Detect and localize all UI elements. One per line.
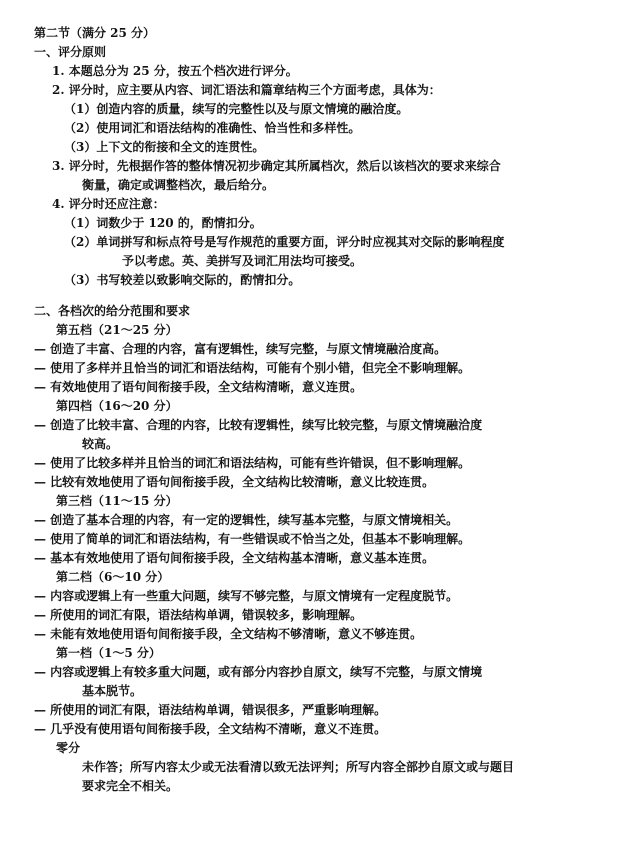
rule-item-2-sub-2: （2）使用词汇和语法结构的准确性、恰当性和多样性。 <box>64 121 361 135</box>
rule-item-4-sub-1: （1）词数少于 120 的，酌情扣分。 <box>64 216 262 230</box>
rule-item-1-num: 1. <box>52 64 65 78</box>
grade-5-bullet-3: — 有效地使用了语句间衔接手段，全文结构清晰，意义连贯。 <box>34 380 363 394</box>
rule-item-3-text: 评分时，先根据作答的整体情况初步确定其所属档次，然后以该档次的要求来综合 <box>68 159 501 173</box>
rule-item-2-sub-1: （1）创造内容的质量，续写的完整性以及与原文情境的融洽度。 <box>64 102 409 116</box>
rule-item-3 <box>52 157 617 176</box>
rule-item-2-sub-3: （3）上下文的衔接和全文的连贯性。 <box>64 140 265 154</box>
grade-1-bullet-3: — 几乎没有使用语句间衔接手段，全文结构不清晰，意义不连贯。 <box>34 722 387 736</box>
grade-2-bullet-3: — 未能有效地使用语句间衔接手段，全文结构不够清晰，意义不够连贯。 <box>34 627 423 641</box>
zero-text-cont: 要求完全不相关。 <box>82 779 179 793</box>
rule-item-4 <box>52 195 617 214</box>
grade-3-bullet-1: — 创造了基本合理的内容，有一定的逻辑性，续写基本完整，与原文情境相关。 <box>34 513 459 527</box>
grade-4-bullet-1: — 创造了比较丰富、合理的内容，比较有逻辑性，续写比较完整，与原文情境融洽度 <box>34 418 483 432</box>
grade-4-bullet-2: — 使用了比较多样并且恰当的词汇和语法结构，可能有些许错误，但不影响理解。 <box>34 456 471 470</box>
grade-1-bullet-2: — 所使用的词汇有限，语法结构单调，错误很多，严重影响理解。 <box>34 703 387 717</box>
rule-item-4-num: 4. <box>52 197 65 211</box>
rule-item-4-sub-3: （3）书写较差以致影响交际的，酌情扣分。 <box>64 273 301 287</box>
part1-heading: 一、评分原则 <box>34 45 107 59</box>
rule-item-2 <box>52 81 617 100</box>
zero-text: 未作答；所写内容太少或无法看清以致无法评判；所写内容全部抄自原文或与题目 <box>82 760 515 774</box>
grade-5-title: 第五档（21～25 分） <box>56 323 178 337</box>
grade-1-bullet-1-cont: 基本脱节。 <box>82 684 143 698</box>
section-gap <box>34 290 617 302</box>
grade-4-bullet-1-cont: 较高。 <box>82 437 119 451</box>
rule-item-2-num: 2. <box>52 83 65 97</box>
grade-1-bullet-1: — 内容或逻辑上有较多重大问题，或有部分内容抄自原文，续写不完整，与原文情境 <box>34 665 483 679</box>
zero-title: 零分 <box>56 741 81 755</box>
grade-1-title: 第一档（1～5 分） <box>56 646 161 660</box>
section-title: 第二节（满分 25 分） <box>34 26 156 40</box>
grade-4-title: 第四档（16～20 分） <box>56 399 178 413</box>
part2-heading: 二、各档次的给分范围和要求 <box>34 304 191 318</box>
rule-item-3-cont: 衡量，确定或调整档次，最后给分。 <box>82 178 275 192</box>
rule-item-4-sub-2-cont: 予以考虑。英、美拼写及词汇用法均可接受。 <box>122 254 363 268</box>
rule-item-1 <box>52 62 617 81</box>
grade-3-title: 第三档（11～15 分） <box>56 494 178 508</box>
grade-3-bullet-3: — 基本有效地使用了语句间衔接手段，全文结构基本清晰，意义基本连贯。 <box>34 551 435 565</box>
rule-item-2-text: 评分时，应主要从内容、词汇语法和篇章结构三个方面考虑，具体为： <box>68 83 441 97</box>
grade-2-title: 第二档（6～10 分） <box>56 570 170 584</box>
grade-2-bullet-2: — 所使用的词汇有限，语法结构单调，错误较多，影响理解。 <box>34 608 363 622</box>
grade-4-bullet-3: — 比较有效地使用了语句间衔接手段，全文结构比较清晰，意义比较连贯。 <box>34 475 435 489</box>
grade-2-bullet-1: — 内容或逻辑上有一些重大问题，续写不够完整，与原文情境有一定程度脱节。 <box>34 589 459 603</box>
rule-item-4-text: 评分时还应注意： <box>68 197 165 211</box>
rule-item-3-num: 3. <box>52 159 65 173</box>
grade-5-bullet-1: — 创造了丰富、合理的内容，富有逻辑性，续写完整，与原文情境融洽度高。 <box>34 342 447 356</box>
grade-5-bullet-2: — 使用了多样并且恰当的词汇和语法结构，可能有个别小错，但完全不影响理解。 <box>34 361 471 375</box>
grade-3-bullet-2: — 使用了简单的词汇和语法结构，有一些错误或不恰当之处，但基本不影响理解。 <box>34 532 471 546</box>
rule-item-1-text: 本题总分为 25 分，按五个档次进行评分。 <box>68 64 298 78</box>
rule-item-4-sub-2: （2）单词拼写和标点符号是写作规范的重要方面，评分时应视其对交际的影响程度 <box>64 235 505 249</box>
